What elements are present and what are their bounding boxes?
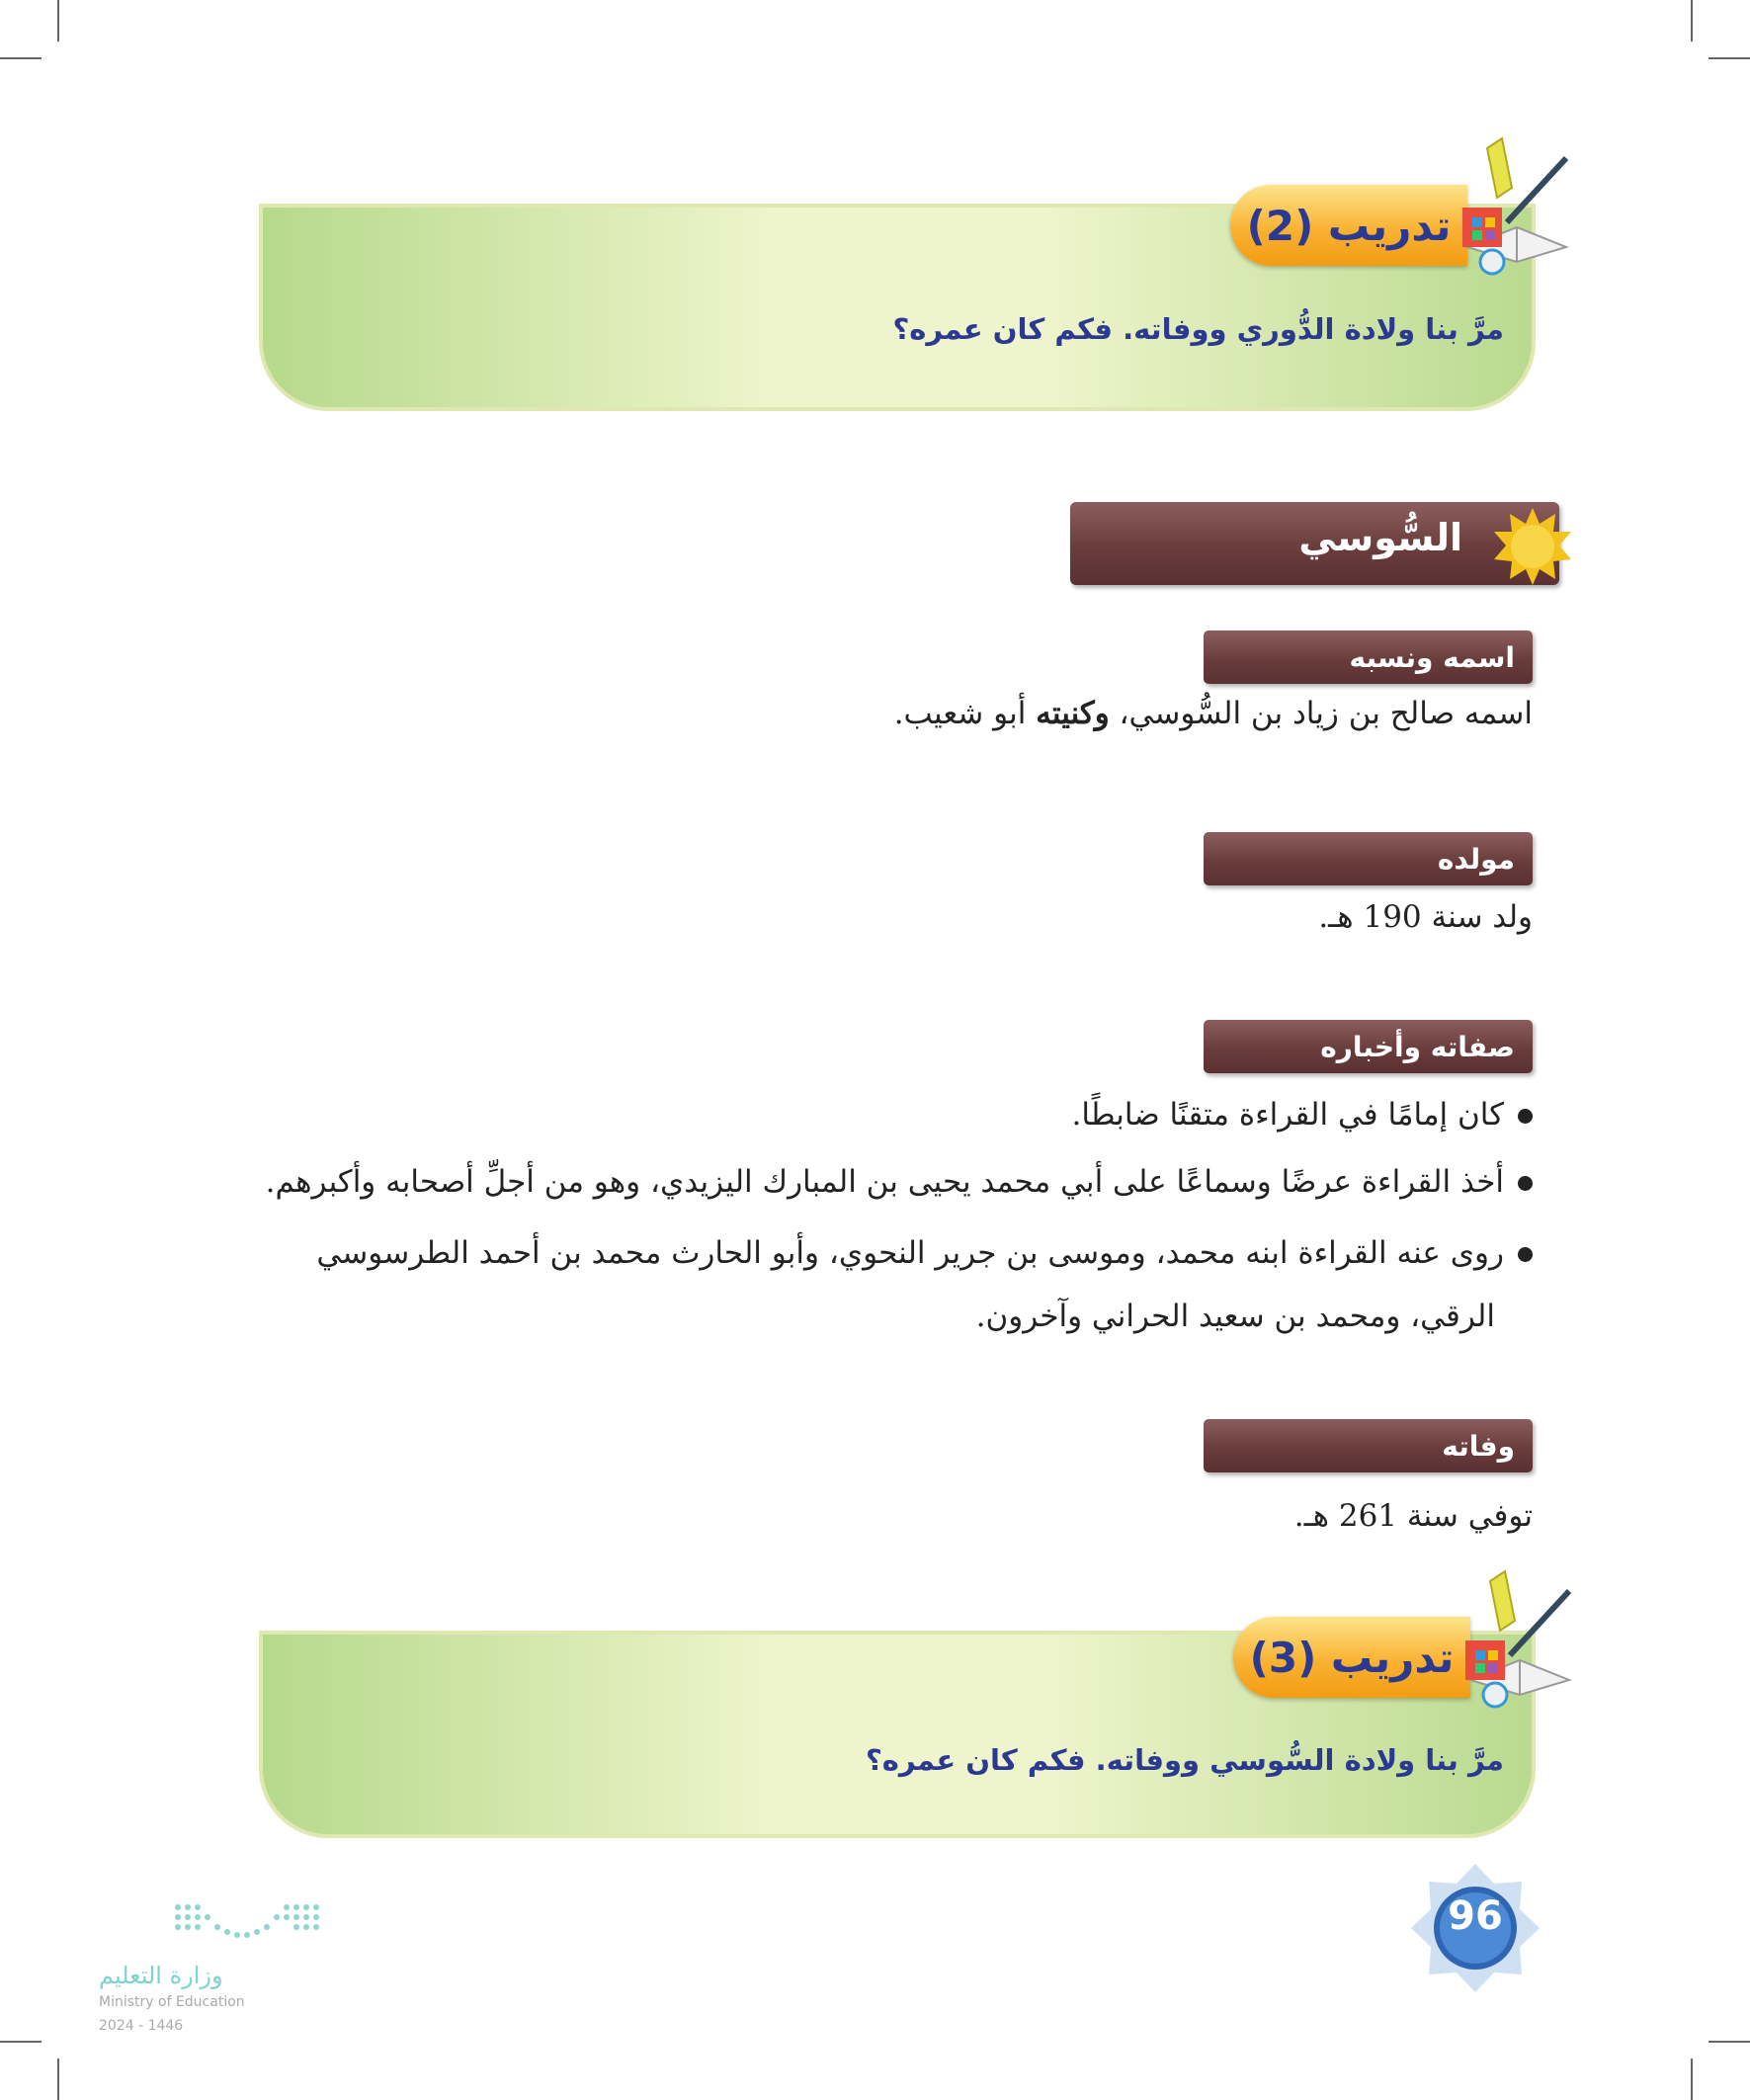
kunya-text: أبو شعيب. [893, 696, 1037, 731]
bullet-dot [1518, 1176, 1533, 1191]
bullet-dot [1518, 1109, 1533, 1124]
ministry-name-en: Ministry of Education [99, 1994, 245, 2010]
crop-mark [1691, 2058, 1693, 2100]
death-paragraph: توفي سنة 261 هـ. [1293, 1498, 1533, 1534]
exercise-2-label: تدريب (2) [1230, 185, 1467, 266]
section-heading-name: اسمه ونسبه [1204, 630, 1533, 684]
main-title-bar [1070, 502, 1559, 585]
crop-mark [57, 0, 59, 42]
section-heading-traits: صفاته وأخباره [1204, 1020, 1533, 1073]
name-paragraph [894, 696, 1533, 731]
crop-mark [1691, 0, 1693, 42]
kunya-bold: وكنيته [1036, 696, 1110, 731]
trait-bullet [1072, 1097, 1533, 1133]
page-number: 96 [1448, 1893, 1503, 1939]
trait-continuation: الرقي، ومحمد بن سعيد الحراني وآخرون. [975, 1299, 1495, 1334]
exercise-tools-icon [1451, 1561, 1579, 1710]
section-heading-death: وفاته [1204, 1419, 1533, 1472]
bullet-dot [1518, 1247, 1533, 1262]
ministry-name-ar: وزارة التعليم [99, 1962, 223, 1989]
trait-bullet [266, 1164, 1533, 1200]
crop-mark [0, 57, 42, 59]
birth-paragraph: ولد سنة 190 هـ. [1318, 899, 1533, 935]
crop-mark [1708, 2041, 1750, 2043]
ministry-year: 2024 - 1446 [99, 2018, 184, 2034]
main-title: السُّوسي [1298, 516, 1462, 559]
crop-mark [57, 2058, 59, 2100]
ministry-logo-icon [168, 1897, 326, 1947]
trait-text: كان إمامًا في القراءة متقنًا ضابطًا. [1071, 1097, 1504, 1133]
sun-icon [1492, 506, 1573, 587]
trait-bullet [316, 1235, 1533, 1271]
trait-text: روى عنه القراءة ابنه محمد، وموسى بن جرير النحوي، وأبو الحارث محمد بن أحمد الطرسوسي [316, 1235, 1504, 1271]
name-text: اسمه صالح بن زياد بن السُّوسي، [1109, 696, 1533, 731]
trait-text: أخذ القراءة عرضًا وسماعًا على أبي محمد يحيى بن المبارك اليزيدي، وهو من أجلِّ أصحابه وأكبرهم. [265, 1164, 1504, 1200]
exercise-3-question: مرَّ بنا ولادة السُّوسي ووفاته. فكم كان عمره؟ [865, 1743, 1504, 1777]
exercise-tools-icon [1448, 128, 1576, 277]
crop-mark [0, 2041, 42, 2043]
crop-mark [1708, 57, 1750, 59]
section-heading-birth: مولده [1204, 832, 1533, 885]
exercise-3-label: تدريب (3) [1233, 1617, 1470, 1698]
exercise-2-question: مرَّ بنا ولادة الدُّوري ووفاته. فكم كان عمره؟ [892, 312, 1504, 346]
